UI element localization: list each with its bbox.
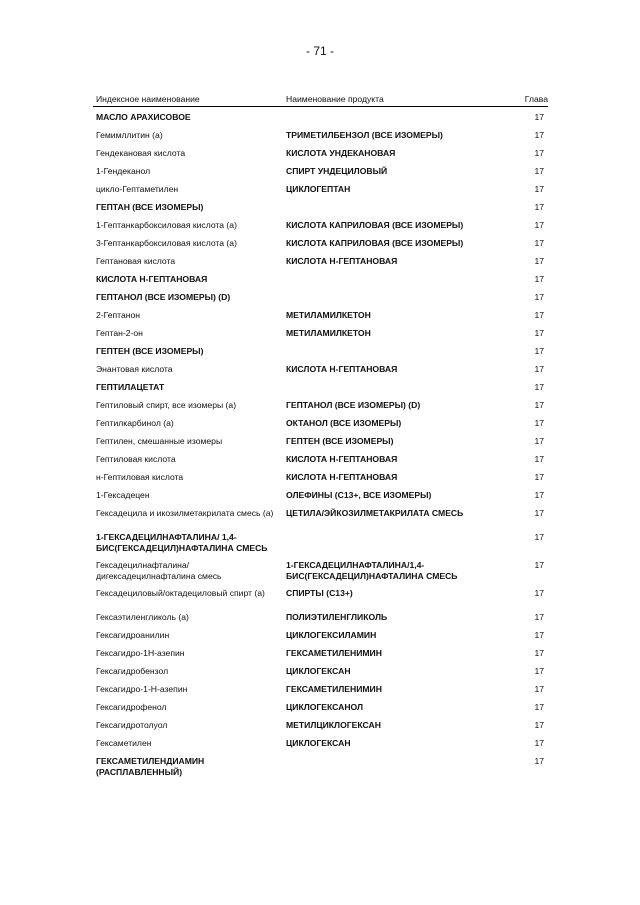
index-name-cell: 3-Гептанкарбоксиловая кислота (а) [96,238,237,248]
index-name-cell: Гексадециловый/октадециловый спирт (а) [96,588,265,598]
table-row [93,238,548,256]
table-row [93,666,548,684]
chapter-cell: 17 [534,382,544,392]
table-row [93,166,548,184]
index-name-cell: 1-Гексадецен [96,490,150,500]
chapter-cell: 17 [534,346,544,356]
product-name-cell: 1-ГЕКСАДЕЦИЛНАФТАЛИНА/1,4-БИС(ГЕКСАДЕЦИЛ)НАФТАЛИНА СМЕСЬ [286,560,458,581]
product-name-cell [283,382,513,400]
product-name-cell: МЕТИЛАМИЛКЕТОН [286,310,371,320]
chapter-cell: 17 [534,508,544,518]
chapter-cell: 17 [534,184,544,194]
index-name-cell: Гексагидробензол [96,666,169,676]
chapter-cell: 17 [534,684,544,694]
table-row [93,756,548,784]
index-name-cell: 1-ГЕКСАДЕЦИЛНАФТАЛИНА/ 1,4-БИС(ГЕКСАДЕЦИЛ)НАФТАЛИНА СМЕСЬ [96,532,268,553]
product-name-cell [283,107,513,131]
product-name-cell: ЦИКЛОГЕКСАН [286,738,351,748]
index-name-cell: ГЕПТАН (ВСЕ ИЗОМЕРЫ) [96,202,204,212]
index-name-cell: ГЕПТЕН (ВСЕ ИЗОМЕРЫ) [96,346,204,356]
product-name-cell: ОКТАНОЛ (ВСЕ ИЗОМЕРЫ) [286,418,402,428]
product-name-cell [283,346,513,364]
product-name-cell: ГЕКСАМЕТИЛЕНИМИН [286,648,382,658]
table-row [93,364,548,382]
index-name-cell: Гептилен, смешанные изомеры [96,436,223,446]
index-name-cell: ГЕПТИЛАЦЕТАТ [96,382,165,392]
chapter-cell: 17 [534,738,544,748]
header-product-name: Наименование продукта [283,93,513,107]
product-name-cell: ТРИМЕТИЛБЕНЗОЛ (ВСЕ ИЗОМЕРЫ) [286,130,443,140]
table-row [93,702,548,720]
table-row [93,436,548,454]
table-row [93,508,548,532]
product-name-cell: ПОЛИЭТИЛЕНГЛИКОЛЬ [286,612,388,622]
index-name-cell: Гептилкарбинол (а) [96,418,174,428]
header-chapter: Глава [513,93,548,107]
product-name-cell: КИСЛОТА КАПРИЛОВАЯ (ВСЕ ИЗОМЕРЫ) [286,220,464,230]
chapter-cell: 17 [534,292,544,302]
table-row [93,418,548,436]
product-name-cell [283,756,513,784]
product-name-cell: КИСЛОТА УНДЕКАНОВАЯ [286,148,396,158]
chapter-cell: 17 [534,310,544,320]
table-row [93,630,548,648]
index-name-cell: Гендекановая кислота [96,148,186,158]
chapter-cell: 17 [534,612,544,622]
chapter-cell: 17 [534,648,544,658]
chapter-cell: 17 [534,588,544,598]
index-name-cell: ГЕКСАМЕТИЛЕНДИАМИН (РАСПЛАВЛЕННЫЙ) [96,756,205,777]
index-name-cell: ГЕПТАНОЛ (ВСЕ ИЗОМЕРЫ) (D) [96,292,231,302]
chapter-cell: 17 [534,756,544,766]
index-name-cell: Гексагидротолуол [96,720,168,730]
product-name-cell [283,202,513,220]
product-name-cell [283,532,513,560]
chapter-cell: 17 [534,532,544,542]
header-index-name: Индексное наименование [93,93,283,107]
product-name-cell: СПИРТ УНДЕЦИЛОВЫЙ [286,166,388,176]
index-table [93,93,548,784]
index-name-cell: Гексадецила и икозилметакрилата смесь (а) [96,508,274,518]
product-name-cell: КИСЛОТА Н-ГЕПТАНОВАЯ [286,256,398,266]
index-name-cell: Гептиловый спирт, все изомеры (а) [96,400,237,410]
table-row [93,256,548,274]
product-name-cell: КИСЛОТА Н-ГЕПТАНОВАЯ [286,454,398,464]
table-row [93,684,548,702]
product-name-cell: ГЕКСАМЕТИЛЕНИМИН [286,684,382,694]
chapter-cell: 17 [534,112,544,122]
table-row [93,382,548,400]
chapter-cell: 17 [534,256,544,266]
index-name-cell: Энантовая кислота [96,364,173,374]
chapter-cell: 17 [534,418,544,428]
product-name-cell: КИСЛОТА КАПРИЛОВАЯ (ВСЕ ИЗОМЕРЫ) [286,238,464,248]
index-name-cell: Гептановая кислота [96,256,176,266]
chapter-cell: 17 [534,130,544,140]
chapter-cell: 17 [534,400,544,410]
chapter-cell: 17 [534,454,544,464]
index-name-cell: Гексагидроанилин [96,630,170,640]
table-header-row [93,93,548,107]
index-name-cell: МАСЛО АРАХИСОВОЕ [96,112,191,122]
table-row [93,346,548,364]
table-row [93,310,548,328]
table-row [93,560,548,588]
index-name-cell: Гептан-2-он [96,328,143,338]
chapter-cell: 17 [534,148,544,158]
index-name-cell: Гемимллитин (а) [96,130,163,140]
index-name-cell: Гексагидрофенол [96,702,167,712]
table-row [93,220,548,238]
chapter-cell: 17 [534,490,544,500]
chapter-cell: 17 [534,436,544,446]
product-name-cell: СПИРТЫ (С13+) [286,588,353,598]
table-row [93,532,548,560]
index-name-cell: Гексагидро-1-Н-азепин [96,684,188,694]
table-row [93,184,548,202]
index-name-cell: Гексаэтиленгликоль (а) [96,612,189,622]
index-name-cell: Гексаметилен [96,738,152,748]
table-row [93,490,548,508]
chapter-cell: 17 [534,630,544,640]
index-name-cell: Гексагидро-1Н-азепин [96,648,185,658]
product-name-cell: МЕТИЛАМИЛКЕТОН [286,328,371,338]
chapter-cell: 17 [534,364,544,374]
table-row [93,328,548,346]
index-name-cell: КИСЛОТА Н-ГЕПТАНОВАЯ [96,274,208,284]
index-name-cell: цикло-Гептаметилен [96,184,179,194]
table-row [93,274,548,292]
chapter-cell: 17 [534,220,544,230]
product-name-cell: ЦЕТИЛА/ЭЙКОЗИЛМЕТАКРИЛАТА СМЕСЬ [286,508,464,518]
chapter-cell: 17 [534,166,544,176]
product-name-cell: ГЕПТЕН (ВСЕ ИЗОМЕРЫ) [286,436,394,446]
table-row [93,720,548,738]
table-row [93,400,548,418]
table-row [93,130,548,148]
chapter-cell: 17 [534,560,544,570]
table-row [93,107,548,131]
chapter-cell: 17 [534,702,544,712]
table-row [93,588,548,612]
table-body [93,107,548,785]
chapter-cell: 17 [534,472,544,482]
index-name-cell: 1-Гептанкарбоксиловая кислота (а) [96,220,237,230]
table-row [93,292,548,310]
product-name-cell: ЦИКЛОГЕКСАН [286,666,351,676]
chapter-cell: 17 [534,274,544,284]
product-name-cell: МЕТИЛЦИКЛОГЕКСАН [286,720,381,730]
product-name-cell: ЦИКЛОГЕКСАНОЛ [286,702,364,712]
product-name-cell: КИСЛОТА Н-ГЕПТАНОВАЯ [286,472,398,482]
table-row [93,202,548,220]
table-row [93,148,548,166]
product-name-cell: ОЛЕФИНЫ (С13+, ВСЕ ИЗОМЕРЫ) [286,490,432,500]
index-name-cell: Гептиловая кислота [96,454,176,464]
chapter-cell: 17 [534,328,544,338]
product-name-cell [283,274,513,292]
page-number: - 71 - [305,44,334,58]
index-name-cell: н-Гептиловая кислота [96,472,184,482]
table-row [93,738,548,756]
product-name-cell: ЦИКЛОГЕПТАН [286,184,351,194]
table-row [93,612,548,630]
product-name-cell: ЦИКЛОГЕКСИЛАМИН [286,630,377,640]
index-name-cell: 2-Гептанон [96,310,141,320]
index-name-cell: Гексадецилнафталина/ дигексадецилнафталина смесь [96,560,222,581]
product-name-cell: КИСЛОТА Н-ГЕПТАНОВАЯ [286,364,398,374]
chapter-cell: 17 [534,202,544,212]
chapter-cell: 17 [534,238,544,248]
product-name-cell [283,292,513,310]
chapter-cell: 17 [534,666,544,676]
table-row [93,472,548,490]
table-row [93,454,548,472]
product-name-cell: ГЕПТАНОЛ (ВСЕ ИЗОМЕРЫ) (D) [286,400,421,410]
index-name-cell: 1-Гендеканол [96,166,151,176]
table-row [93,648,548,666]
chapter-cell: 17 [534,720,544,730]
